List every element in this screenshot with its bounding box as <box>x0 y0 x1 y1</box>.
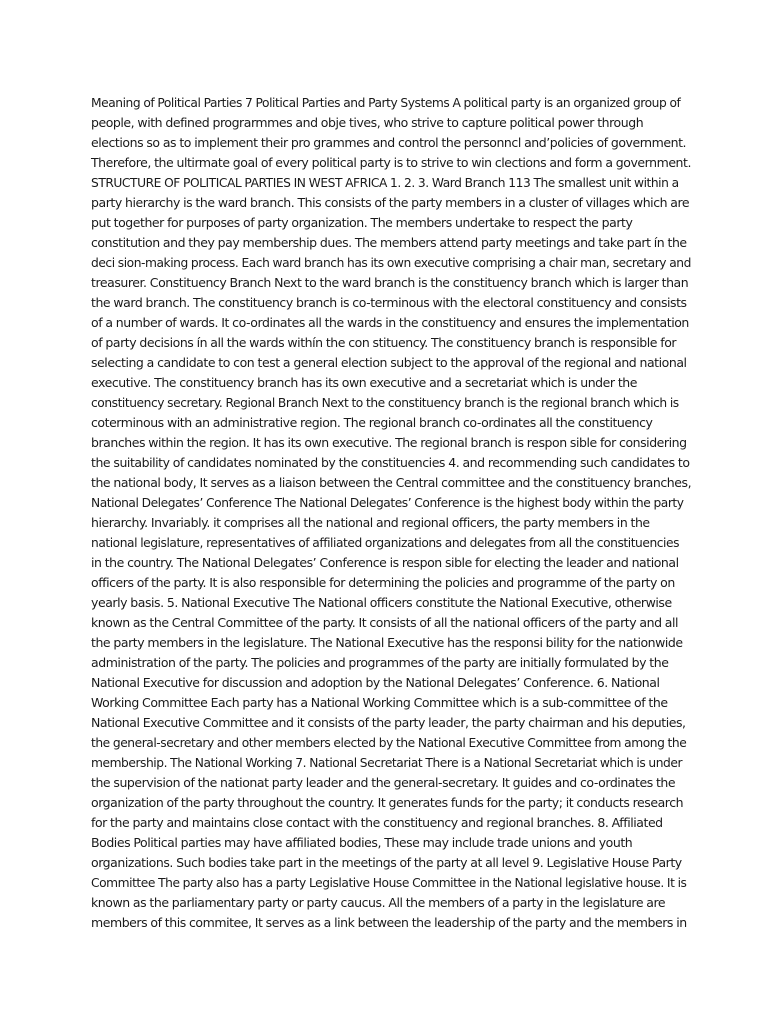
text-line: in the country. The National Delegates’ Conference is respon sible for electing the leader and national <box>91 555 679 570</box>
text-line: executive. The constituency branch has its own executive and a secretariat which is under the <box>91 375 637 390</box>
text-line: hierarchy. Invariably. it comprises all the national and regional officers, the party members in the <box>91 515 650 530</box>
text-line: deci sion-making process. Each ward branch has its own executive comprising a chair man, secretary and <box>91 256 691 270</box>
text-line: Meaning of Political Parties 7 Political Parties and Party Systems A political party is an organized group of <box>91 96 681 110</box>
text-line: membership. The National Working 7. National Secretariat There is a National Secretariat which is under <box>91 756 683 770</box>
text-line: the ward branch. The constituency branch is co-terminous with the electoral constituency and consists <box>91 295 687 310</box>
text-line: yearly basis. 5. National Executive The National officers constitute the National Executive, otherwise <box>91 595 672 610</box>
text-line: National Executive Committee and it consists of the party leader, the party chairman and his deputies, <box>91 715 686 730</box>
text-line: Working Committee Each party has a National Working Committee which is a sub-committee of the <box>91 695 668 710</box>
text-line: coterminous with an administrative region. The regional branch co-ordinates all the constituency <box>91 415 653 430</box>
text-line: party hierarchy is the ward branch. This consists of the party members in a cluster of villages which are <box>91 195 690 210</box>
text-line: the general-secretary and other members elected by the National Executive Committee from among the <box>91 736 687 750</box>
text-line: for the party and maintains close contact with the constituency and regional branches. 8. Affiliated <box>91 815 663 830</box>
text-line: the supervision of the nationat party leader and the general-secretary. It guides and co-ordinates the <box>91 775 676 790</box>
text-line: selecting a candidate to con test a general election subject to the approval of the regional and national <box>91 355 687 370</box>
text-line: constituency secretary. Regional Branch Next to the constituency branch is the regional branch which is <box>91 396 679 410</box>
text-line: officers of the party. It is also responsible for determining the policies and programme of the party on <box>91 575 675 590</box>
text-line: known as the Central Committee of the party. It consists of all the national officers of the party and all <box>91 615 679 630</box>
text-line: administration of the party. The policies and programmes of the party are initially formulated by the <box>91 655 669 670</box>
text-line: constitution and they pay membership dues. The members attend party meetings and take part ín the <box>91 235 687 250</box>
text-line: STRUCTURE OF POLITICAL PARTIES IN WEST AFRICA 1. 2. 3. Ward Branch 113 The smallest unit within a <box>91 176 679 190</box>
text-line: Committee The party also has a party Legislative House Committee in the National legislative house. It is <box>91 876 687 890</box>
text-line: elections so as to implement their pro grammes and control the personncl and’policies of government. <box>91 135 687 150</box>
text-line: people, with defined prograrmmes and obje tives, who strive to capture political power through <box>91 115 644 130</box>
text-line: known as the parliamentary party or party caucus. All the members of a party in the legislature are <box>91 895 666 910</box>
body-text <box>91 93 691 933</box>
text-line: treasurer. Constituency Branch Next to the ward branch is the constituency branch which is larger than <box>91 275 689 290</box>
text-line: members of this commitee, It serves as a link between the leadership of the party and the members in <box>91 915 687 930</box>
text-line: the party members in the legislature. The National Executive has the responsi bility for the nationwide <box>91 635 683 650</box>
text-line: Bodies Political parties may have affiliated bodies, These may include trade unions and youth <box>91 835 633 850</box>
text-line: national legislature, representatives of affiliated organizations and delegates from all the constituencies <box>91 536 680 550</box>
text-line: organizations. Such bodies take part in the meetings of the party at all level 9. Legislative House Party <box>91 855 682 870</box>
text-line: branches within the region. It has its own executive. The regional branch is respon sible for considering <box>91 435 687 450</box>
text-line: the suitability of candidates nominated by the constituencies 4. and recommending such candidates to <box>91 455 690 470</box>
text-line: put together for purposes of party organization. The members undertake to respect the party <box>91 215 633 230</box>
text-line: Therefore, the ultirmate goal of every political party is to strive to win clections and form a government. <box>91 155 692 170</box>
text-line: of a number of wards. It co-ordinates all the wards in the constituency and ensures the implementation <box>91 315 689 330</box>
text-line: organization of the party throughout the country. It generates funds for the party; it conducts research <box>91 795 684 810</box>
text-line: National Executive for discussion and adoption by the National Delegates’ Conference. 6. National <box>91 675 660 690</box>
text-line: of party decisions ín all the wards withín the con stituency. The constituency branch is responsible for <box>91 335 677 350</box>
text-line: National Delegates’ Conference The National Delegates’ Conference is the highest body within the party <box>91 496 684 510</box>
text-line: the national body, It serves as a liaison between the Central committee and the constituency branches, <box>91 475 692 490</box>
